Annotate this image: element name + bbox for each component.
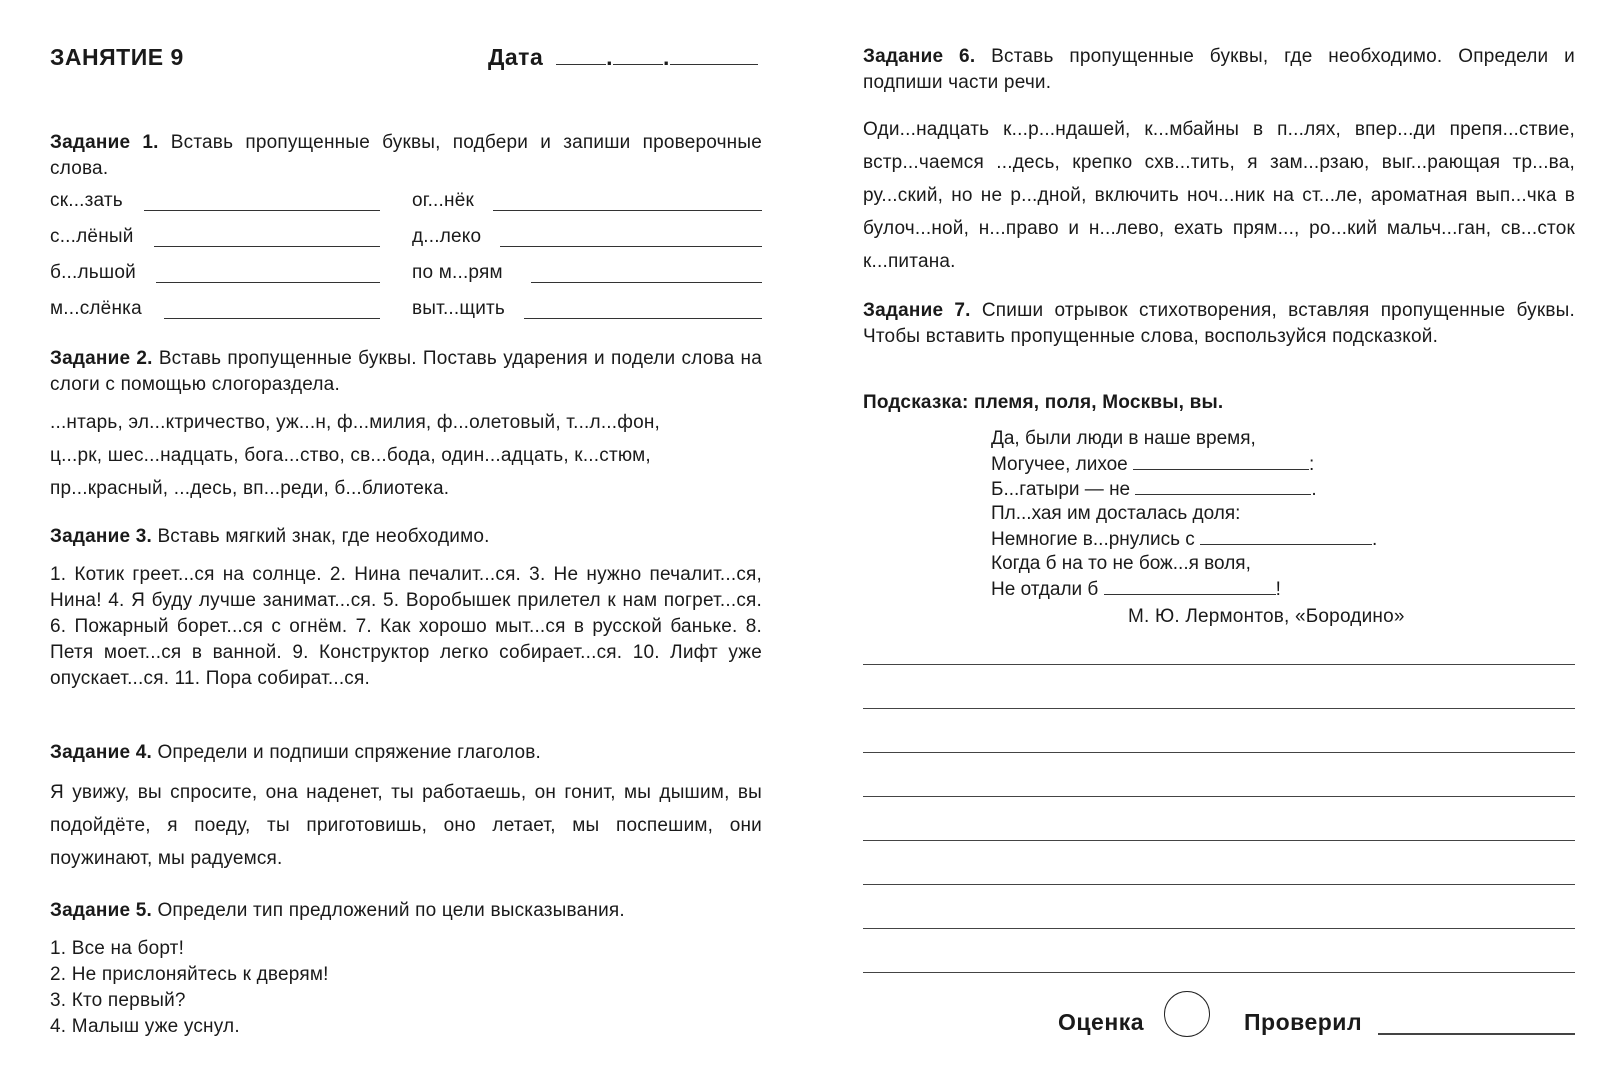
task1-word-right: д...леко: [412, 226, 482, 247]
task1-word-left: ск...зать: [50, 190, 123, 211]
writing-line[interactable]: [863, 972, 1575, 973]
checked-signature-line[interactable]: [1378, 1033, 1575, 1035]
task1-answer-line[interactable]: [531, 282, 762, 283]
task1-answer-line[interactable]: [164, 318, 380, 319]
list-item: 2. Не прислоняйтесь к дверям!: [50, 964, 329, 985]
list-item: 3. Кто первый?: [50, 990, 186, 1011]
poem-blank[interactable]: [1135, 476, 1311, 495]
task4-text: Определи и подпиши спряжение глаголов.: [157, 742, 542, 763]
task4-body: Я увижу, вы спросите, она наденет, ты работаешь, он гонит, мы дышим, вы подойдёте, я поеду, ты приготовишь, оно летает, мы поспешим, они поужинают, мы радуемся.: [50, 782, 762, 869]
task1-answer-line[interactable]: [500, 246, 762, 247]
task7-heading: [863, 298, 1575, 350]
task1-text: Вставь пропущенные буквы, подбери и запиши проверочные слова.: [50, 132, 762, 179]
date-year-blank[interactable]: [670, 46, 758, 65]
poem-author: М. Ю. Лермонтов, «Бородино»: [1128, 606, 1405, 627]
writing-line[interactable]: [863, 708, 1575, 709]
checked-label: Проверил: [1244, 1009, 1363, 1035]
poem-line: Да, были люди в наше время,: [991, 428, 1256, 449]
poem-blank[interactable]: [1200, 526, 1372, 545]
task3-title: Задание 3.: [50, 526, 152, 547]
date-field: Дата . .: [488, 44, 758, 71]
task1-word-left: м...слёнка: [50, 298, 142, 319]
poem-blank[interactable]: [1104, 576, 1276, 595]
writing-line[interactable]: [863, 752, 1575, 753]
task6-title: Задание 6.: [863, 46, 976, 67]
task1-word-left: с...лёный: [50, 226, 134, 247]
poem: [991, 426, 1511, 601]
task2-line: ц...рк, шес...надцать, бога...ство, св...бода, один...адцать, к...стюм,: [50, 445, 651, 466]
writing-line[interactable]: [863, 928, 1575, 929]
task6-heading: [863, 44, 1575, 96]
task7-text: Спиши отрывок стихотворения, вставляя пропущенные буквы. Чтобы вставить пропущенные слова, воспользуйся подсказкой.: [863, 300, 1575, 347]
task2-line: пр...красный, ...десь, вп...реди, б...блиотека.: [50, 478, 450, 499]
list-item: 1. Все на борт!: [50, 938, 185, 959]
task1-answer-line[interactable]: [156, 282, 380, 283]
task1-answer-line[interactable]: [524, 318, 762, 319]
writing-line[interactable]: [863, 884, 1575, 885]
task7-hint: Подсказка: племя, поля, Москвы, вы.: [863, 392, 1224, 413]
task2-words: [50, 406, 762, 505]
poem-line: Пл...хая им досталась доля:: [991, 503, 1241, 524]
task6-text: Вставь пропущенные буквы, где необходимо. Определи и подпиши части речи.: [863, 46, 1575, 93]
task1-word-left: б...льшой: [50, 262, 136, 283]
task6-body: Оди...надцать к...р...ндашей, к...мбайны в п...лях, впер...ди препя...ствие, встр...чаемся ...десь, крепко схв...тить, я зам...рзаю, выг...рающая тр...ва, ру...ский, но не р...дной, включить ноч...ник на ст...ле, ароматная вып...чка в булоч...ной, н...право и н...лево, ехать прям..., ро...кий мальч...ган, св...сток к...питана.: [863, 119, 1575, 272]
date-month-blank[interactable]: [613, 46, 663, 65]
poem-line: Когда б на то не бож...я воля,: [991, 553, 1251, 574]
writing-line[interactable]: [863, 796, 1575, 797]
task1-word-right: по м...рям: [412, 262, 503, 283]
task4-title: Задание 4.: [50, 742, 152, 763]
writing-line[interactable]: [863, 664, 1575, 665]
poem-line: Могучее, лихое :: [991, 451, 1511, 476]
task5-heading: [50, 898, 762, 924]
task1-words: [50, 188, 762, 328]
grade-circle[interactable]: [1164, 991, 1210, 1037]
task7-title: Задание 7.: [863, 300, 971, 321]
task5-title: Задание 5.: [50, 900, 152, 921]
task3-text: Вставь мягкий знак, где необходимо.: [157, 526, 490, 547]
task1-answer-line[interactable]: [144, 210, 380, 211]
task2-heading: [50, 346, 762, 398]
task3-body: 1. Котик греет...ся на солнце. 2. Нина печалит...ся. 3. Не нужно печалит...ся, Нина! 4. Я буду лучше занимат...ся. 5. Воробышек прилетел к нам погрет...ся. 6. Пожарный борет...ся с огнём. 7. Как хорошо мыт...ся в русской баньке. 8. Петя моет...ся в ванной. 9. Конструктор легко собирает...ся. 10. Лифт уже опускает...ся. 11. Пора собират...ся.: [50, 564, 762, 689]
task4-heading: [50, 740, 762, 766]
poem-line: Б...гатыри — не .: [991, 476, 1511, 501]
task1-title: Задание 1.: [50, 132, 159, 153]
list-item: 4. Малыш уже уснул.: [50, 1016, 240, 1037]
poem-blank[interactable]: [1133, 451, 1309, 470]
task5-text: Определи тип предложений по цели высказывания.: [157, 900, 625, 921]
writing-line[interactable]: [863, 840, 1575, 841]
task5-list: [50, 936, 762, 1040]
task2-text: Вставь пропущенные буквы. Поставь ударения и подели слова на слоги с помощью слогораздела.: [50, 348, 762, 395]
lesson-title: ЗАНЯТИЕ 9: [50, 44, 184, 70]
task1-answer-line[interactable]: [154, 246, 380, 247]
task1-heading: [50, 130, 762, 182]
date-day-blank[interactable]: [556, 46, 606, 65]
task3-heading: [50, 524, 762, 550]
poem-line: Не отдали б !: [991, 576, 1511, 601]
task1-word-right: выт...щить: [412, 298, 506, 319]
task2-title: Задание 2.: [50, 348, 153, 369]
date-label: Дата: [488, 44, 544, 70]
grade-label: Оценка: [1058, 1009, 1145, 1035]
task1-answer-line[interactable]: [493, 210, 762, 211]
task2-line: ...нтарь, эл...ктричество, уж...н, ф...милия, ф...олетовый, т...л...фон,: [50, 412, 661, 433]
task1-word-right: ог...нёк: [412, 190, 474, 211]
poem-line: Немногие в...рнулись с .: [991, 526, 1511, 551]
